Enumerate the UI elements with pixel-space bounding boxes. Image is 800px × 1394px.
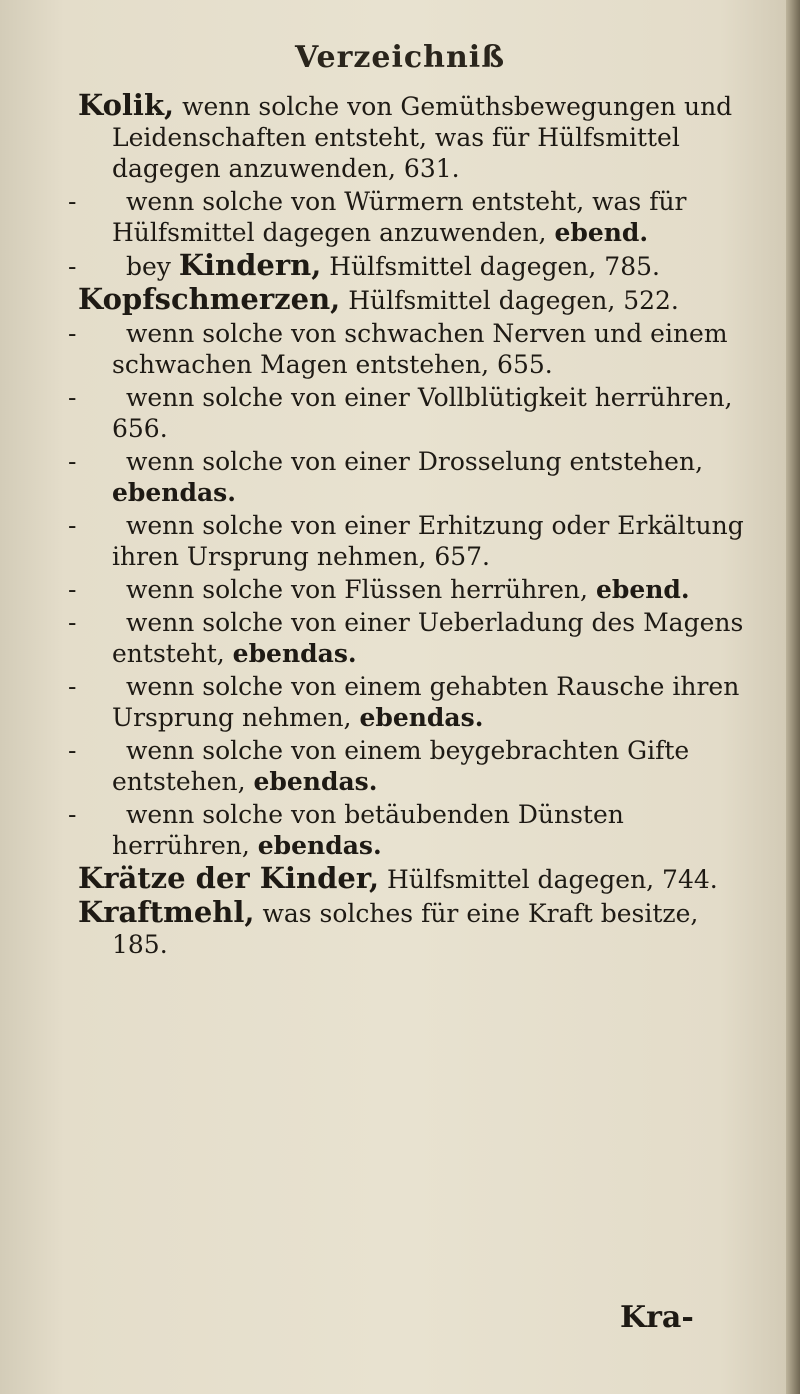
entry-dash: - (68, 252, 81, 281)
entry-headword-inline: Kindern, (178, 248, 322, 282)
entry-text: wenn solche von Flüssen herrühren, (125, 575, 588, 604)
index-entries (68, 88, 758, 962)
entry-text: wenn solche von einer Ueberladung des Magens entsteht, (112, 608, 744, 668)
entry-text: wenn solche von einem beygebrachten Gifte entstehen, (112, 736, 690, 796)
entry-text: wenn solche von einer Vollblütigkeit herrühren, 656. (112, 383, 733, 443)
index-subentry (68, 446, 758, 508)
entry-ref: ebendas. (257, 831, 382, 860)
entry-ref: ebend. (595, 575, 690, 604)
page-edge-shadow (786, 0, 800, 1394)
entry-ref: ebendas. (359, 703, 484, 732)
entry-ref: ebendas. (253, 767, 378, 796)
entry-text: wenn solche von Würmern entsteht, was für Hülfsmittel dagegen anzuwenden, (112, 187, 687, 247)
entry-text: wenn solche von einer Erhitzung oder Erkältung ihren Ursprung nehmen, 657. (112, 511, 744, 571)
running-head: Verzeichniß (294, 40, 505, 75)
index-subentry (68, 735, 758, 797)
entry-dash: - (68, 319, 81, 348)
index-subentry (68, 574, 758, 605)
entry-text: wenn solche von betäubenden Dünsten herrühren, (112, 800, 624, 860)
index-subentry (68, 607, 758, 669)
index-entry (78, 90, 758, 184)
entry-text: wenn solche von einer Drosselung entstehen, (125, 447, 704, 476)
entry-headword: Kolik, (78, 88, 175, 122)
index-entry (78, 897, 758, 960)
entry-text: was solches für eine Kraft besitze, 185. (112, 899, 699, 959)
entry-text: Hülfsmittel dagegen, 522. (348, 286, 679, 315)
index-entry (78, 284, 758, 316)
entry-dash: - (68, 575, 81, 604)
entry-text: bey (125, 252, 171, 281)
entry-text: wenn solche von Gemüthsbewegungen und Leidenschaften entsteht, was für Hülfsmittel dagegen anzuwenden, 631. (112, 92, 733, 183)
entry-text-continued: Hülfsmittel dagegen, 785. (329, 252, 660, 281)
entry-ref: ebendas. (232, 639, 357, 668)
entry-text: Hülfsmittel dagegen, 744. (387, 865, 718, 894)
entry-dash: - (68, 187, 81, 216)
entry-dash: - (68, 608, 81, 637)
index-subentry (68, 186, 758, 248)
entry-dash: - (68, 447, 81, 476)
entry-ref: ebendas. (112, 478, 236, 507)
index-subentry (68, 382, 758, 444)
index-subentry (68, 799, 758, 861)
index-subentry (68, 248, 758, 282)
entry-headword: Krätze der Kinder, (78, 861, 380, 895)
index-subentry (68, 510, 758, 572)
entry-headword: Kraftmehl, (78, 895, 255, 929)
index-subentry (68, 671, 758, 733)
entry-dash: - (68, 672, 81, 701)
entry-dash: - (68, 383, 81, 412)
entry-headword: Kopfschmerzen, (78, 282, 341, 316)
entry-text: wenn solche von schwachen Nerven und einem schwachen Magen entstehen, 655. (112, 319, 728, 379)
index-entry (78, 863, 758, 895)
entry-dash: - (68, 800, 81, 829)
entry-text: wenn solche von einem gehabten Rausche ihren Ursprung nehmen, (112, 672, 740, 732)
index-subentry (68, 318, 758, 380)
catchword: Kra- (620, 1300, 694, 1335)
entry-ref: ebend. (554, 218, 649, 247)
entry-dash: - (68, 736, 81, 765)
entry-dash: - (68, 511, 81, 540)
